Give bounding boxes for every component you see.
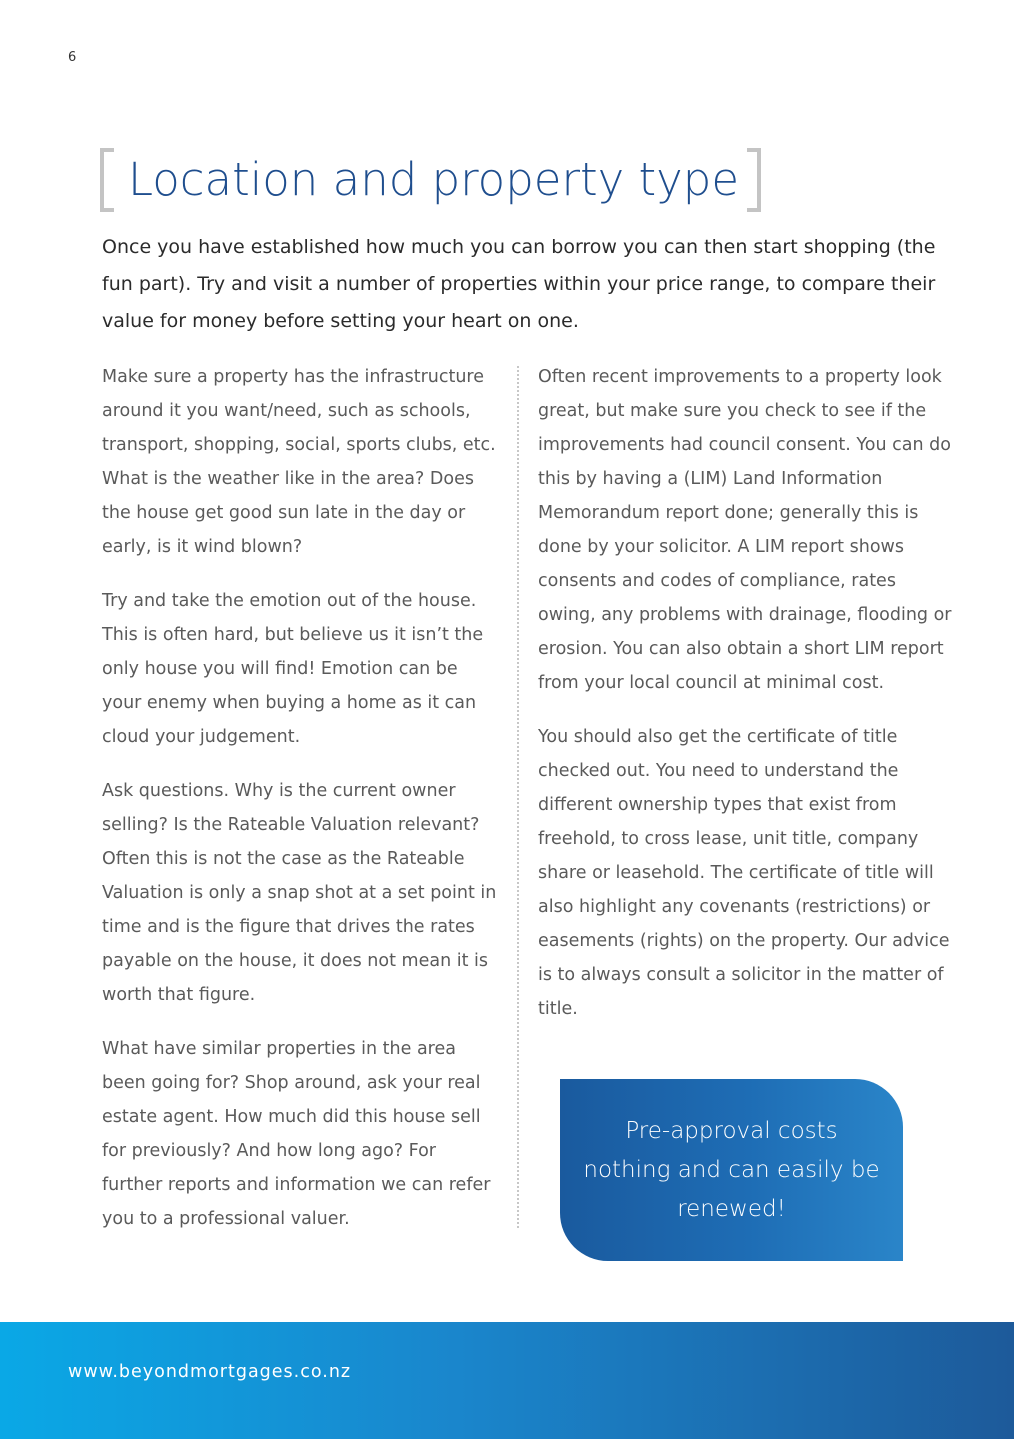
right-column: [538, 360, 958, 1046]
body-paragraph: You should also get the certificate of title checked out. You need to understand the different ownership types that exist from freehold, to cross lease, unit title, company share or leasehold. The certificate of title will also highlight any covenants (restrictions) or easements (rights) on the property. Our advice is to always consult a solicitor in the matter of title.: [538, 727, 950, 1019]
body-paragraph: Try and take the emotion out of the house. This is often hard, but believe us it isn’t the only house you will find! Emotion can be your enemy when buying a home as it can cloud your judgement.: [102, 591, 484, 747]
body-paragraph: Often recent improvements to a property look great, but make sure you check to see if the improvements had council consent. You can do this by having a (LIM) Land Information Memorandum report done; generally this is done by your solicitor. A LIM report shows consents and codes of compliance, rates owing, any problems with drainage, flooding or erosion. You can also obtain a short LIM report from your local council at minimal cost.: [538, 367, 952, 693]
column-divider: [517, 366, 519, 1228]
left-column: [102, 360, 497, 1256]
body-paragraph: Ask questions. Why is the current owner selling? Is the Rateable Valuation relevant? Often this is not the case as the Rateable Valuation is only a snap shot at a set point in time and is the figure that drives the rates payable on the house, it does not mean it is worth that figure.: [102, 781, 497, 1005]
body-paragraph: What have similar properties in the area been going for? Shop around, ask your real estate agent. How much did this house sell for previously? And how long ago? For further reports and information we can refer you to a professional valuer.: [102, 1039, 491, 1229]
callout-text: Pre-approval costs nothing and can easily be renewed!: [583, 1117, 880, 1222]
intro-paragraph: Once you have established how much you can borrow you can then start shopping (the fun part). Try and visit a number of properties within your price range, to compare their value for money before setting your heart on one.: [102, 236, 936, 332]
page-number: 6: [68, 50, 77, 65]
pre-approval-callout: [560, 1079, 903, 1261]
right-bracket-decoration: [747, 148, 761, 212]
website-url: www.beyondmortgages.co.nz: [68, 1362, 352, 1382]
page-title-block: [100, 146, 761, 214]
left-bracket-decoration: [100, 148, 114, 212]
page-title: Location and property type: [128, 153, 740, 206]
body-paragraph: Make sure a property has the infrastructure around it you want/need, such as schools, transport, shopping, social, sports clubs, etc. What is the weather like in the area? Does the house get good sun late in the day or early, is it wind blown?: [102, 367, 496, 557]
